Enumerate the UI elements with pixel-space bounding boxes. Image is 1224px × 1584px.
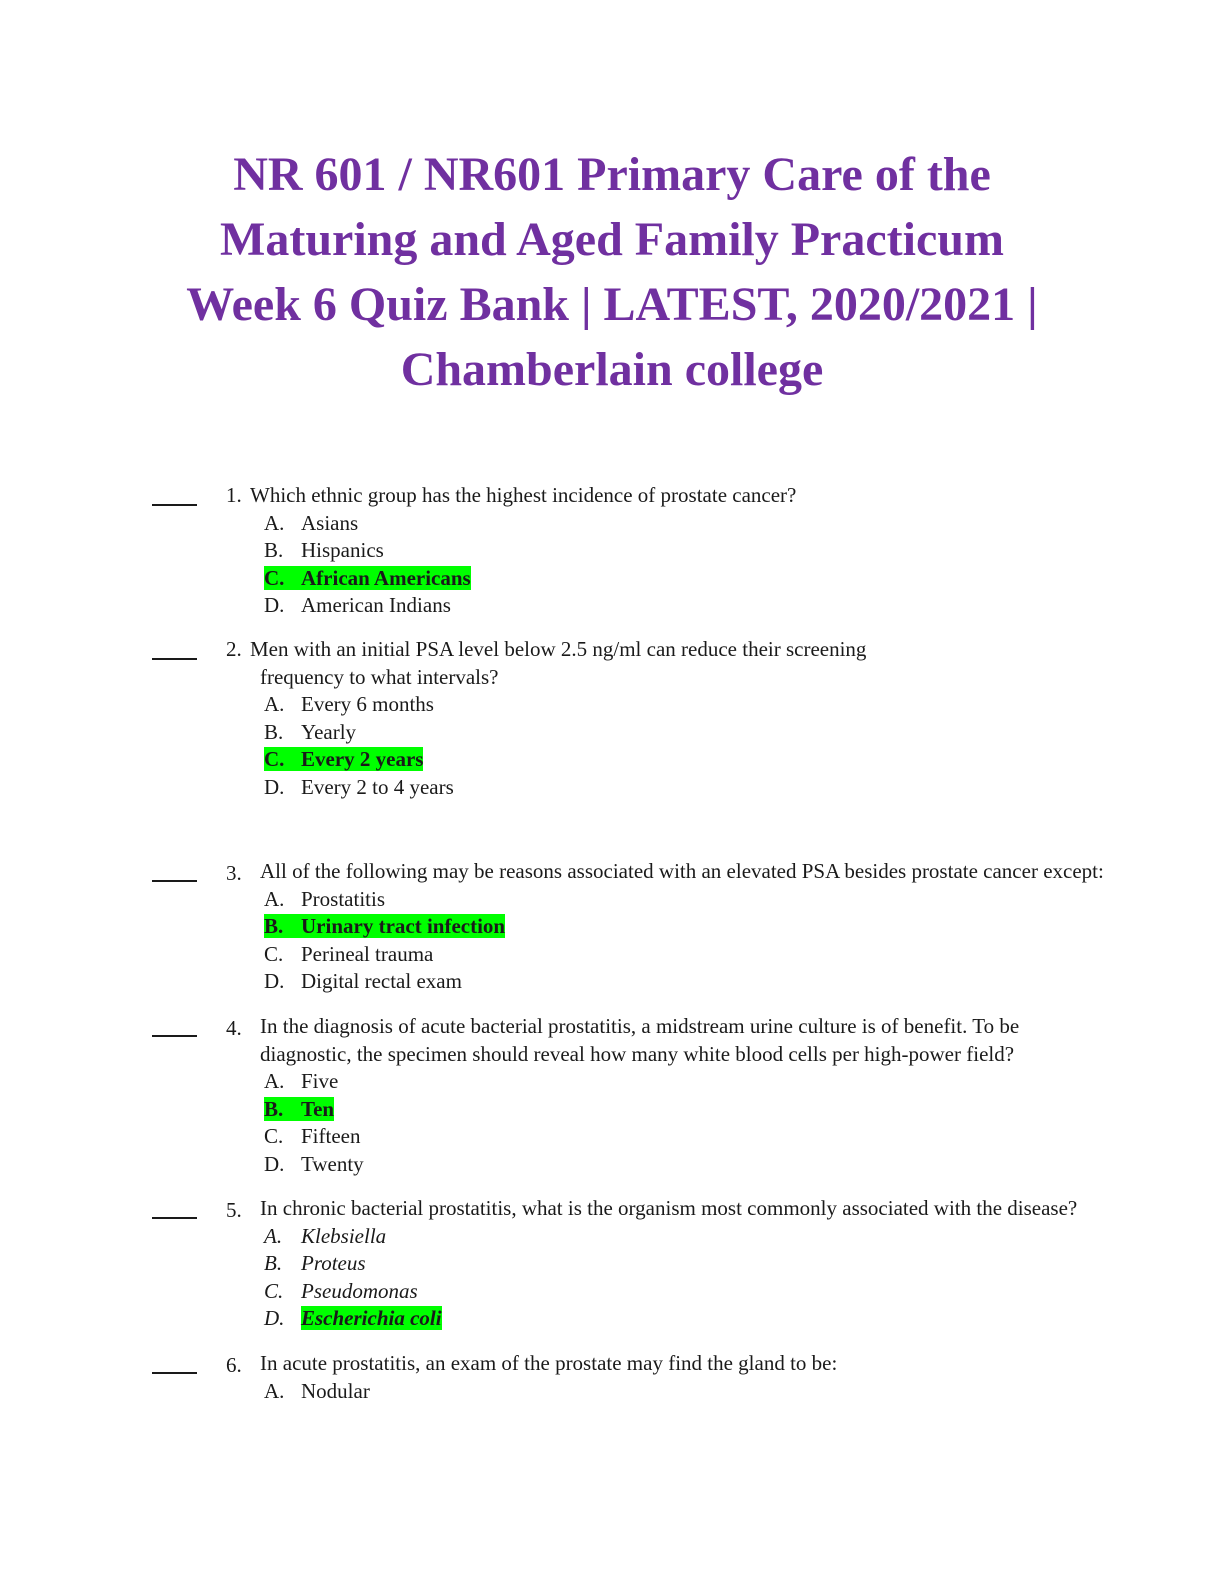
option-text: Klebsiella xyxy=(301,1223,387,1248)
question-text: All of the following may be reasons associated with an elevated PSA besides prostate cancer except: xyxy=(260,859,1104,883)
option-letter: B. xyxy=(264,538,284,562)
option-letter: B. xyxy=(264,1251,283,1275)
option-letter: C. xyxy=(264,565,285,590)
option-a xyxy=(264,1068,364,1096)
option-text: Urinary tract infection xyxy=(301,914,506,938)
option-d xyxy=(264,592,471,620)
option-text: Ten xyxy=(301,1096,335,1121)
option-text: Prostatitis xyxy=(301,886,386,911)
option-text: Escherichia coli xyxy=(301,1306,442,1330)
option-text: Perineal trauma xyxy=(301,941,434,966)
option-a xyxy=(264,510,471,538)
option-text: Nodular xyxy=(301,1378,370,1403)
question-text: Which ethnic group has the highest incidence of prostate cancer? xyxy=(250,483,797,507)
option-text: Every 2 years xyxy=(301,747,424,771)
question-text: In chronic bacterial prostatitis, what is the organism most commonly associated with the disease? xyxy=(260,1196,1078,1220)
option-list xyxy=(264,886,505,996)
answer-blank xyxy=(152,1372,197,1374)
option-letter: A. xyxy=(264,1378,285,1403)
option-letter: D. xyxy=(264,969,285,993)
option-a xyxy=(264,1223,442,1251)
question-number: 6. xyxy=(226,1353,242,1377)
question-text: frequency to what intervals? xyxy=(260,664,499,689)
answer-blank xyxy=(152,504,197,506)
title-line: Week 6 Quiz Bank | LATEST, 2020/2021 | xyxy=(186,278,1038,331)
option-text: Yearly xyxy=(301,719,357,744)
option-letter: A. xyxy=(264,1223,283,1248)
question-number: 2. xyxy=(226,637,242,661)
question-text: In acute prostatitis, an exam of the prostate may find the gland to be: xyxy=(260,1351,838,1375)
option-b xyxy=(264,719,454,747)
option-text: Five xyxy=(301,1069,339,1093)
option-text: Fifteen xyxy=(301,1124,361,1148)
option-a xyxy=(264,886,505,914)
option-text: Hispanics xyxy=(301,538,384,562)
option-b xyxy=(264,1250,442,1278)
option-letter: B. xyxy=(264,914,284,938)
option-c xyxy=(264,941,505,969)
option-c xyxy=(264,1278,442,1306)
option-letter: A. xyxy=(264,886,285,911)
option-list xyxy=(264,510,471,620)
option-text: Twenty xyxy=(301,1151,364,1176)
question-number: 5. xyxy=(226,1198,242,1222)
answer-blank xyxy=(152,1217,197,1219)
option-text: African Americans xyxy=(301,565,471,590)
option-b-correct xyxy=(264,1096,364,1124)
question-text: diagnostic, the specimen should reveal how many white blood cells per high-power field? xyxy=(260,1041,1015,1066)
option-d-correct xyxy=(264,1305,442,1333)
option-letter: D. xyxy=(264,774,285,799)
option-c xyxy=(264,1123,364,1151)
option-b-correct xyxy=(264,913,505,941)
option-a xyxy=(264,691,454,719)
option-d xyxy=(264,1151,364,1179)
option-letter: A. xyxy=(264,692,285,716)
option-text: Pseudomonas xyxy=(301,1278,418,1303)
option-text: Asians xyxy=(301,510,359,535)
option-letter: C. xyxy=(264,941,284,966)
question-text: Men with an initial PSA level below 2.5 ng/ml can reduce their screening xyxy=(250,637,867,661)
option-text: Digital rectal exam xyxy=(301,969,462,993)
option-text: Every 2 to 4 years xyxy=(301,774,454,799)
answer-blank xyxy=(152,658,197,660)
option-letter: D. xyxy=(264,1306,285,1330)
question-number: 4. xyxy=(226,1016,242,1040)
title-line: NR 601 / NR601 Primary Care of the xyxy=(233,148,991,201)
answer-blank xyxy=(152,1035,197,1037)
option-d xyxy=(264,968,505,996)
option-list xyxy=(264,1223,442,1333)
option-text: Proteus xyxy=(301,1251,366,1275)
question-text: In the diagnosis of acute bacterial prostatitis, a midstream urine culture is of benefit. To be xyxy=(260,1014,1020,1038)
title-line: Chamberlain college xyxy=(400,343,824,396)
option-c-correct xyxy=(264,746,454,774)
option-letter: C. xyxy=(264,1124,284,1148)
option-c-correct xyxy=(264,565,471,593)
option-list xyxy=(264,1068,364,1178)
option-letter: B. xyxy=(264,719,284,744)
option-list xyxy=(264,691,454,801)
option-letter: C. xyxy=(264,747,285,771)
option-text: American Indians xyxy=(301,593,451,617)
title-line: Maturing and Aged Family Practicum xyxy=(220,213,1004,266)
option-text: Every 6 months xyxy=(301,692,434,716)
option-letter: B. xyxy=(264,1096,284,1121)
option-list xyxy=(264,1378,370,1406)
option-b xyxy=(264,537,471,565)
option-d xyxy=(264,774,454,802)
option-letter: D. xyxy=(264,1151,285,1176)
option-letter: A. xyxy=(264,1069,285,1093)
option-a xyxy=(264,1378,370,1406)
option-letter: A. xyxy=(264,510,285,535)
answer-blank xyxy=(152,880,197,882)
option-letter: C. xyxy=(264,1278,284,1303)
document-title xyxy=(60,142,1164,402)
option-letter: D. xyxy=(264,593,285,617)
question-number: 3. xyxy=(226,861,242,885)
question-number: 1. xyxy=(226,483,242,507)
